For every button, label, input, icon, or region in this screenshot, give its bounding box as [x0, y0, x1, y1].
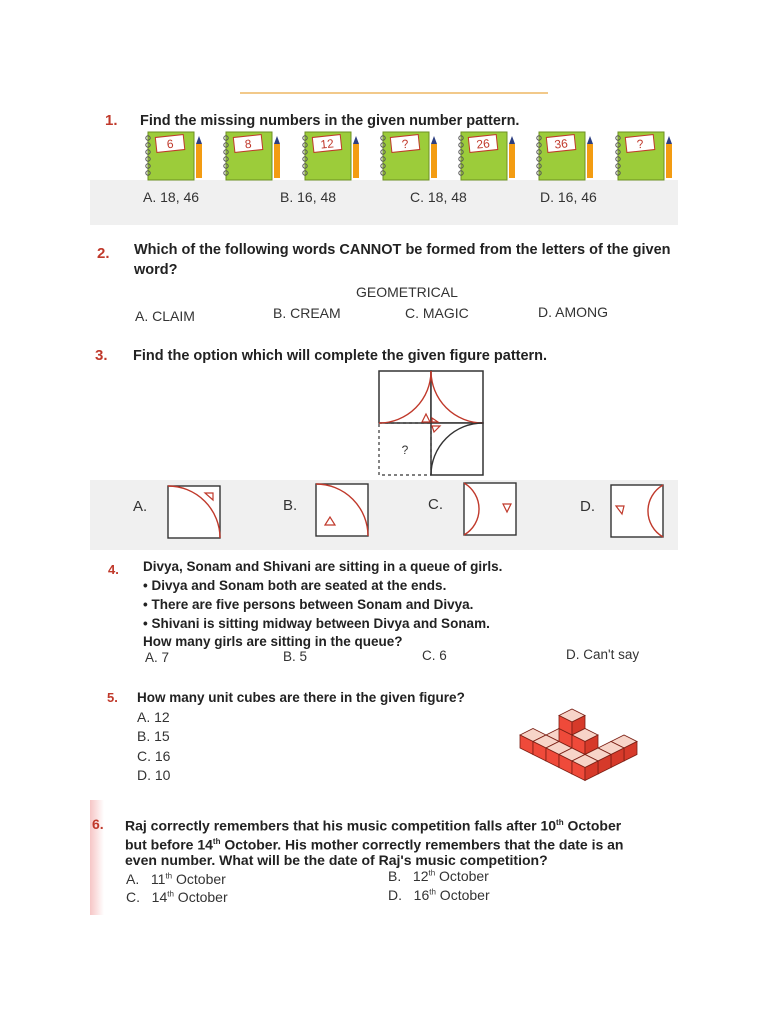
- pencil-tip: [509, 136, 515, 144]
- pencil-tip: [587, 136, 593, 144]
- pencil-icon: [431, 144, 437, 178]
- sequence-number: 26: [475, 136, 491, 152]
- q2-option-a[interactable]: A. CLAIM: [135, 308, 195, 324]
- pencil-icon: [509, 144, 515, 178]
- q1-notebook: [299, 130, 361, 182]
- q6-option-c[interactable]: C. 14th October: [126, 889, 228, 905]
- q1-notebook: [142, 130, 204, 182]
- q6-question-line1: Raj correctly remembers that his music competition falls after 10th October: [125, 817, 622, 834]
- q1-option-c[interactable]: C. 18, 48: [410, 189, 467, 205]
- q4-question-text: Divya, Sonam and Shivani are sitting in a queue of girls.: [143, 559, 503, 574]
- q3-question-text: Find the option which will complete the given figure pattern.: [133, 348, 548, 364]
- pencil-tip: [196, 136, 202, 144]
- q1-notebook: [220, 130, 282, 182]
- q1-notebook: [612, 130, 674, 182]
- q5-option-b[interactable]: B. 15: [137, 728, 170, 744]
- q3-number: 3.: [95, 347, 108, 364]
- q6-number: 6.: [92, 816, 104, 832]
- sequence-number: ?: [401, 136, 410, 152]
- sequence-number: ?: [636, 136, 645, 152]
- q5-unit-cube-figure: [510, 685, 670, 785]
- q6-option-b[interactable]: B. 12th October: [388, 868, 489, 884]
- q2-option-d[interactable]: D. AMONG: [538, 304, 609, 320]
- q3-option-a-label[interactable]: A.: [133, 498, 148, 515]
- q3-option-c-figure[interactable]: [463, 482, 517, 536]
- q1-option-d[interactable]: D. 16, 46: [540, 189, 597, 205]
- q5-number: 5.: [107, 690, 118, 705]
- pencil-icon: [274, 144, 280, 178]
- q2-question-line2: word?: [134, 262, 178, 278]
- pencil-icon: [587, 144, 593, 178]
- q1-notebook: [455, 130, 517, 182]
- sequence-number: 12: [319, 136, 335, 152]
- q1-option-b[interactable]: B. 16, 48: [280, 189, 337, 205]
- q5-option-d[interactable]: D. 10: [137, 767, 171, 783]
- q6-question-line3: even number. What will be the date of Raj's music competition?: [125, 852, 548, 868]
- q2-option-b[interactable]: B. CREAM: [273, 305, 341, 321]
- q5-option-c[interactable]: C. 16: [137, 748, 171, 764]
- q3-option-b-figure[interactable]: [315, 483, 369, 537]
- q1-question-text: Find the missing numbers in the given number pattern.: [140, 113, 520, 129]
- q5-question-text: How many unit cubes are there in the given figure?: [137, 690, 465, 705]
- pencil-icon: [353, 144, 359, 178]
- q5-option-a[interactable]: A. 12: [137, 709, 170, 725]
- q4-number: 4.: [108, 562, 119, 577]
- pencil-tip: [666, 136, 672, 144]
- q2-given-word: GEOMETRICAL: [356, 284, 458, 300]
- q1-notebook: [377, 130, 439, 182]
- q2-number: 2.: [97, 245, 110, 262]
- sequence-number: 36: [553, 136, 569, 152]
- q3-missing-mark: ?: [401, 443, 409, 457]
- q4-option-b[interactable]: B. 5: [283, 649, 308, 664]
- q3-option-d-figure[interactable]: [610, 484, 664, 538]
- q6-question-line2: but before 14th October. His mother correctly remembers that the date is an: [125, 836, 624, 853]
- q4-sub-question: How many girls are sitting in the queue?: [143, 634, 403, 649]
- q1-option-a[interactable]: A. 18, 46: [143, 189, 200, 205]
- q2-question-line1: Which of the following words CANNOT be formed from the letters of the given: [134, 242, 671, 258]
- pencil-tip: [274, 136, 280, 144]
- q3-option-c-label[interactable]: C.: [428, 496, 443, 513]
- q1-number: 1.: [105, 112, 118, 129]
- pencil-tip: [431, 136, 437, 144]
- q3-option-a-figure[interactable]: [167, 485, 221, 539]
- q4-option-c[interactable]: C. 6: [422, 648, 447, 663]
- q6-option-a[interactable]: A. 11th October: [126, 871, 226, 887]
- q4-bullet-1: • Divya and Sonam both are seated at the ends.: [143, 578, 447, 593]
- q4-bullet-2: • There are five persons between Sonam and Divya.: [143, 597, 474, 612]
- q3-option-b-label[interactable]: B.: [283, 497, 298, 514]
- q4-bullet-3: • Shivani is sitting midway between Divya and Sonam.: [143, 616, 490, 631]
- pencil-icon: [666, 144, 672, 178]
- q1-notebook: [533, 130, 595, 182]
- q2-option-c[interactable]: C. MAGIC: [405, 305, 469, 321]
- pencil-tip: [353, 136, 359, 144]
- q3-option-d-label[interactable]: D.: [580, 498, 595, 515]
- pencil-icon: [196, 144, 202, 178]
- sequence-number: 6: [166, 136, 175, 152]
- q4-option-a[interactable]: A. 7: [145, 650, 170, 665]
- q4-option-d[interactable]: D. Can't say: [566, 647, 640, 662]
- q6-option-d[interactable]: D. 16th October: [388, 887, 490, 903]
- top-divider: [240, 92, 548, 94]
- sequence-number: 8: [244, 136, 253, 152]
- q3-figure-pattern: [378, 370, 484, 476]
